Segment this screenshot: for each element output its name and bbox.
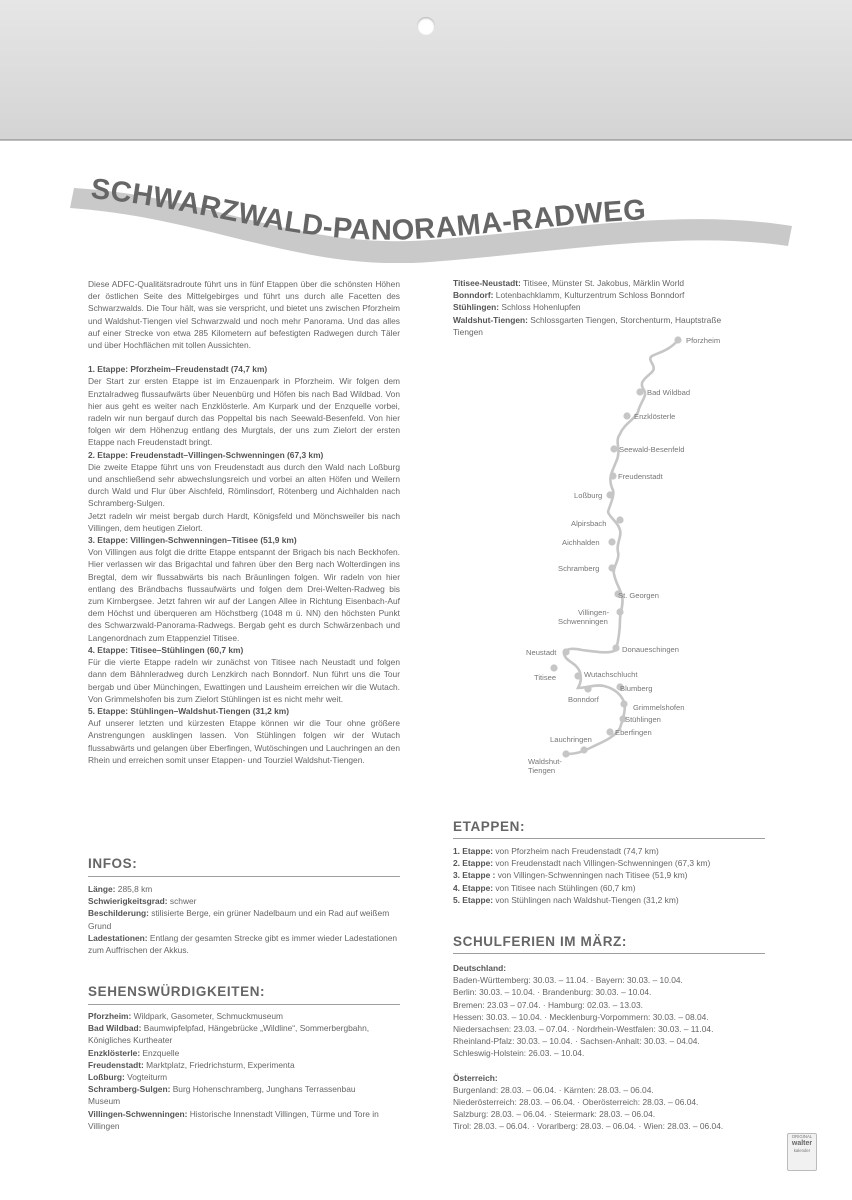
- map-label: Enzklösterle: [634, 412, 676, 421]
- info-item: Länge: 285,8 km: [88, 884, 153, 894]
- sight-item: Freudenstadt: Marktplatz, Friedrichsturm, Experimenta: [88, 1059, 295, 1070]
- sight-item: Bad Wildbad: Baumwipfelpfad, Hängebrücke „Wildline“, Sommerbergbahn, Königliches Kurtheater: [88, 1023, 370, 1046]
- divider: [453, 953, 765, 954]
- ferien-line: Rheinland-Pfalz: 30.03. – 10.04. · Sachsen-Anhalt: 30.03. – 04.04.: [453, 1036, 700, 1047]
- ferien-line: Baden-Württemberg: 30.03. – 11.04. · Bayern: 30.03. – 10.04.: [453, 975, 683, 986]
- divider: [88, 876, 400, 877]
- stage-heading: 5. Etappe: Stühlingen–Waldshut-Tiengen (31,2 km): [88, 705, 290, 716]
- route-stop: [616, 516, 623, 523]
- etappe-item: 2. Etappe: von Freudenstadt nach Villingen-Schwenningen (67,3 km): [453, 858, 711, 869]
- map-label: Villingen-: [578, 608, 610, 617]
- map-label: Waldshut-: [528, 757, 562, 766]
- country-label: Deutschland:: [453, 963, 507, 973]
- route-stop: [574, 672, 581, 679]
- ferien-heading: SCHULFERIEN IM MÄRZ:: [453, 934, 627, 949]
- sight-item: Pforzheim: Wildpark, Gasometer, Schmuckmuseum: [88, 1011, 284, 1021]
- etappe-item: 1. Etappe: von Pforzheim nach Freudenstadt (74,7 km): [453, 846, 659, 856]
- ferien-line: Niederösterreich: 28.03. – 06.04. · Oberösterreich: 28.03. – 06.04.: [453, 1097, 699, 1108]
- divider: [88, 1004, 400, 1005]
- sight-item: Enzklösterle: Enzquelle: [88, 1047, 180, 1058]
- map-label: Blumberg: [620, 684, 653, 693]
- map-label: Bad Wildbad: [647, 388, 691, 397]
- sight-item: Schramberg-Sulgen: Burg Hohenschramberg, Junghans Terrassenbau Museum: [88, 1084, 356, 1107]
- stage-heading: 4. Etappe: Titisee–Stühlingen (60,7 km): [88, 644, 244, 655]
- intro-paragraph: Diese ADFC-Qualitätsradroute führt uns in fünf Etappen über die schönsten Höhen der östlichen Seite des Mittelgebirges und führt uns durch alle Facetten des Schwarzwalds. Die Tour hält, was sie verspricht, und bietet uns zwischen Pforzheim und Waldshut-Tiengen viel Schwarzwald und noch mehr Panorama. Und das alles auf einer Strecke von etwa 285 Kilometern auf befestigten Radwegen durch Täler und über Hochflächen mit tollen Aussichten.: [88, 279, 400, 351]
- etappe-item: 5. Etappe: von Stühlingen nach Waldshut-Tiengen (31,2 km): [453, 894, 679, 905]
- map-label: Tiengen: [528, 766, 556, 775]
- etappen-heading: ETAPPEN:: [453, 819, 526, 834]
- etappe-item: 3. Etappe : von Villingen-Schwenningen nach Titisee (51,9 km): [453, 870, 688, 881]
- ferien-list: [453, 962, 765, 1133]
- map-label: St. Georgen: [618, 591, 659, 600]
- map-label: Alpirsbach: [571, 519, 607, 528]
- sight-item: Stühlingen: Schloss Hohenlupfen: [453, 302, 581, 313]
- etappen-list: [453, 845, 765, 906]
- etappe-item: 4. Etappe: von Titisee nach Stühlingen (60,7 km): [453, 882, 636, 893]
- map-label: Titisee: [534, 673, 557, 682]
- publisher-logo: ORIGINAL walter kalender: [787, 1133, 817, 1171]
- ferien-line: Niedersachsen: 23.03. – 07.04. · Nordrhein-Westfalen: 30.03. – 11.04.: [453, 1024, 714, 1035]
- route-stop: [609, 472, 616, 479]
- route-stop: [550, 664, 557, 671]
- sights-heading: SEHENSWÜRDIGKEITEN:: [88, 984, 266, 999]
- map-label: Eberfingen: [615, 728, 652, 737]
- ferien-line: Hessen: 30.03. – 10.04. · Mecklenburg-Vorpommern: 30.03. – 08.04.: [453, 1011, 709, 1022]
- route-stop: [580, 746, 587, 753]
- sight-item: Titisee-Neustadt: Titisee, Münster St. Jakobus, Märklin World: [453, 278, 685, 288]
- stage-text: Die zweite Etappe führt uns von Freudenstadt aus durch den Wald nach Loßburg und anschließend sehr abwechslungsreich und vorbei an alten Höfen und Weilern durch Wald und Flur über Aischfeld, Römlinsdorf, Rötenberg und Aichhalden nach Schramberg-Sulgen.: [88, 461, 400, 509]
- infos-heading: INFOS:: [88, 856, 138, 871]
- route-stop: [562, 750, 569, 757]
- route-stop: [616, 608, 623, 615]
- sight-item: Loßburg: Vogteiturm: [88, 1072, 168, 1083]
- info-item: Schwierigkeitsgrad: schwer: [88, 896, 197, 907]
- route-stop: [606, 491, 613, 498]
- ferien-line: Burgenland: 28.03. – 06.04. · Kärnten: 28.03. – 06.04.: [453, 1084, 654, 1095]
- map-label: Pforzheim: [686, 336, 721, 345]
- sight-item: Villingen-Schwenningen: Historische Innenstadt Villingen, Türme und Tore in Villingen: [88, 1108, 379, 1131]
- hanger-hole: [417, 17, 435, 35]
- info-item: Ladestationen: Entlang der gesamten Strecke gibt es immer wieder Ladestationen zum Auffrischen der Akkus.: [88, 932, 398, 956]
- ferien-line: Berlin: 30.03. – 10.04. · Brandenburg: 30.03. – 10.04.: [453, 987, 652, 998]
- stage-text: Von Villingen aus folgt die dritte Etappe entspannt der Brigach bis nach Beckhofen. Hier verlassen wir das Brigachtal und fahren über den Berg nach Wolterdingen ins Bregtal, dem wir flussabwärts bis nach Bräunlingen folgen. Wir radeln von hier entlang des Brändbachs flussaufwärts und folgen dem Drei-Welten-Radweg bis zum Kirnbergsee. Jetzt fahren wir auf der Langen Allee in Richtung Eisenbach-Auf dem Höchst und überqueren am Höchstberg (1048 m ü. NN) den höchsten Punkt des Schwarzwald-Panorama-Radwegs. Bergab geht es durch Schwärzenbach und Langenordnach zum Etappenziel Titisee.: [88, 547, 400, 643]
- map-label: Bonndorf: [568, 695, 599, 704]
- infos-list: [88, 883, 400, 956]
- sight-item: Waldshut-Tiengen: Schlossgarten Tiengen, Storchenturm, Hauptstraße Tiengen: [453, 314, 722, 337]
- map-label: Schramberg: [558, 564, 600, 573]
- map-label: Schwenningen: [558, 617, 608, 626]
- map-label: Lauchringen: [550, 735, 592, 744]
- stage-text: Auf unserer letzten und kürzesten Etappe können wir die Tour ohne größere Anstrengungen ausklingen lassen. Von Stühlingen folgen wir der Wutach flussabwärts und gelangen über Eberfingen, Wutöschingen und Lauchringen an den Rhein und erreichen somit unser Etappen- und Tourziel Waldshut-Tiengen.: [88, 718, 400, 765]
- stage-heading: 2. Etappe: Freudenstadt–Villingen-Schwenningen (67,3 km): [88, 449, 324, 460]
- page-title: SCHWARZWALD-PANORAMA-RADWEG: [89, 173, 647, 247]
- route-stop: [608, 564, 615, 571]
- route-stop: [584, 685, 591, 692]
- ferien-line: Salzburg: 28.03. – 06.04. · Steiermark: 28.03. – 06.04.: [453, 1109, 656, 1120]
- divider: [453, 838, 765, 839]
- route-stop: [674, 336, 681, 343]
- page-title-banner: [60, 168, 800, 263]
- route-stop: [608, 538, 615, 545]
- calendar-header-strip: [0, 0, 852, 140]
- stage-text: Der Start zur ersten Etappe ist im Enzauenpark in Pforzheim. Wir folgen dem Enztalradweg flussaufwärts über Neuenbürg und Höfen bis nach Bad Wildbad. Von hier aus geht es weiter nach Enzklösterle. Am Kurpark und der Enzquelle vorbei, radeln wir nun bergauf durch das Poppeltal bis nach Seewald-Besenfeld. Von hier folgen wir dem Höhenzug entlang des Murgtals, der uns zum Zielort der ersten Etappe nach Freudenstadt bringt.: [88, 376, 400, 448]
- info-item: Beschilderung: stilisierte Berge, ein grüner Nadelbaum und ein Rad auf weißem Grund: [88, 908, 390, 931]
- map-label: Stühlingen: [625, 715, 661, 724]
- map-label: Neustadt: [526, 648, 557, 657]
- ferien-line: Schleswig-Holstein: 26.03. – 10.04.: [453, 1048, 585, 1059]
- stage-heading: 1. Etappe: Pforzheim–Freudenstadt (74,7 km): [88, 364, 268, 375]
- route-map: [520, 332, 730, 782]
- route-stop: [623, 412, 630, 419]
- sheet-edge: [0, 140, 852, 141]
- country-label: Österreich:: [453, 1072, 498, 1083]
- map-label: Loßburg: [574, 491, 603, 500]
- route-stop: [636, 388, 643, 395]
- route-stop: [612, 644, 619, 651]
- map-label: Seewald-Besenfeld: [619, 445, 685, 454]
- sight-item: Bonndorf: Lotenbachklamm, Kulturzentrum Schloss Bonndorf: [453, 290, 685, 301]
- ferien-line: Tirol: 28.03. – 06.04. · Vorarlberg: 28.03. – 06.04. · Wien: 28.03. – 06.04.: [453, 1121, 724, 1132]
- ferien-line: Bremen: 23.03 – 07.04. · Hamburg: 02.03. – 13.03.: [453, 999, 643, 1010]
- stage-text: Für die vierte Etappe radeln wir zunächst von Titisee nach Neustadt und folgen dann dem Bähnleradweg durch Lenzkirch nach Bonndorf. Nun führt uns die Tour bergab und über Münchingen, Ewattingen und Lausheim erreichen wir die Wutach. Von Grimmelshofen bis zum Zielort Stühlingen ist es nicht mehr weit.: [88, 657, 400, 704]
- map-label: Wutachschlucht: [584, 670, 638, 679]
- map-label: Grimmelshofen: [633, 703, 685, 712]
- route-stop: [620, 700, 627, 707]
- map-label: Freudenstadt: [618, 472, 663, 481]
- article-text: [88, 278, 400, 766]
- sights-list: [88, 1010, 388, 1132]
- route-stop: [562, 648, 569, 655]
- stage-heading: 3. Etappe: Villingen-Schwenningen–Titisee (51,9 km): [88, 535, 297, 546]
- stage-text: Jetzt radeln wir meist bergab durch Hardt, Königsfeld und Mönchsweiler bis nach Villingen, dem heutigen Zielort.: [88, 510, 400, 533]
- route-stop: [610, 445, 617, 452]
- sights-continued: [453, 277, 743, 338]
- map-label: Aichhalden: [562, 538, 600, 547]
- map-label: Donaueschingen: [622, 645, 679, 654]
- route-stop: [606, 728, 613, 735]
